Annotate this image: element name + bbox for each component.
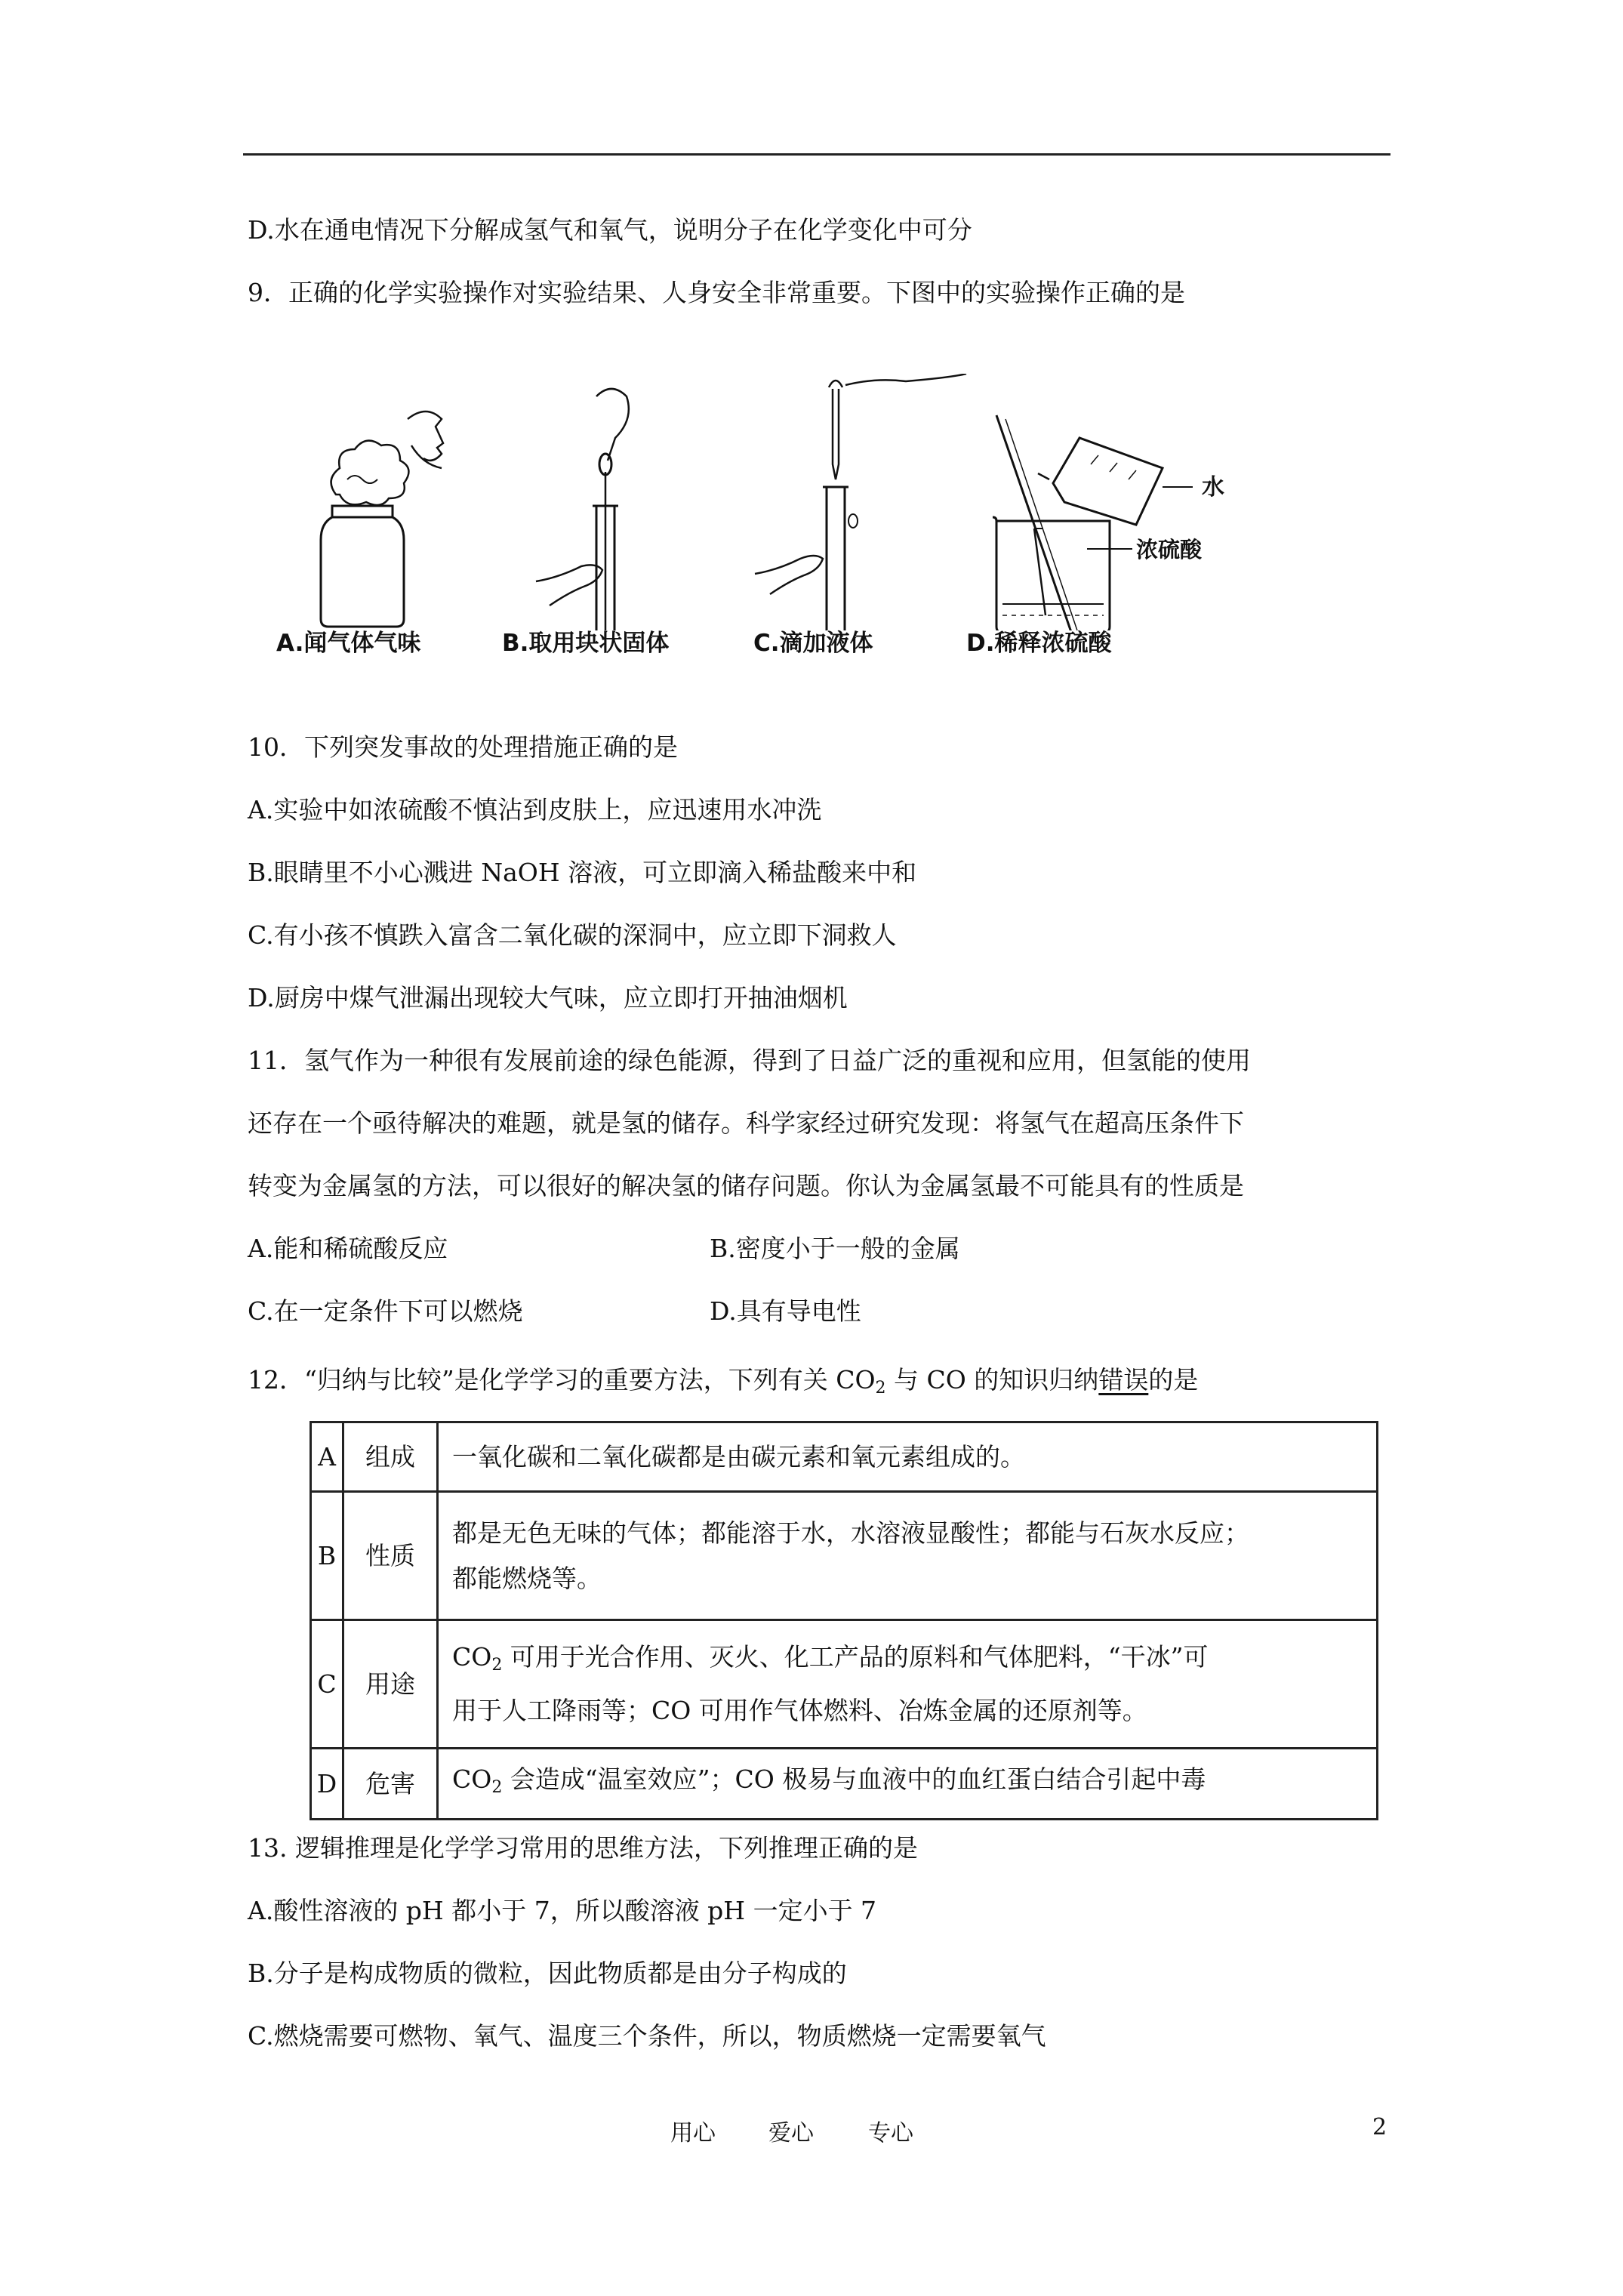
row-text-formula: CO	[452, 1642, 492, 1672]
row-key: A	[311, 1422, 343, 1492]
row-key: B	[311, 1492, 343, 1620]
q13-option-c: C.燃烧需要可燃物、氧气、温度三个条件，所以，物质燃烧一定需要氧气	[248, 2021, 1046, 2051]
q11-option-c: C.在一定条件下可以燃烧	[248, 1296, 523, 1326]
q12-stem-mid: 与 CO 的知识归纳	[885, 1365, 1099, 1395]
page-number: 2	[1372, 2114, 1387, 2140]
q11-option-a: A.能和稀硫酸反应	[248, 1234, 448, 1263]
label-water: 水	[1202, 474, 1224, 501]
q12-stem	[248, 1364, 1198, 1405]
q12-stem-sub: 2	[875, 1379, 886, 1398]
beaker-dilution-illustration	[993, 415, 1193, 630]
row-topic: 组成	[343, 1422, 438, 1492]
header-rule	[243, 153, 1390, 156]
row-text-formula: CO	[452, 1764, 492, 1794]
row-text-rest: 会造成“温室效应”；CO 极易与血液中的血红蛋白结合引起中毒	[502, 1764, 1206, 1794]
row-text-line1: 可用于光合作用、灭火、化工产品的原料和气体肥料，“干冰”可	[502, 1642, 1209, 1672]
caption-c: C.滴加液体	[753, 630, 873, 657]
q11-option-b: B.密度小于一般的金属	[710, 1234, 960, 1263]
row-text-line1: 都是无色无味的气体；都能溶于水，水溶液显酸性；都能与石灰水反应；	[452, 1518, 1249, 1548]
q10-option-d: D.厨房中煤气泄漏出现较大气味，应立即打开抽油烟机	[248, 983, 848, 1012]
footer-motto-3: 专心	[868, 2120, 913, 2147]
q8-option-d: D.水在通电情况下分解成氢气和氧气，说明分子在化学变化中可分	[248, 215, 972, 245]
row-topic: 性质	[343, 1492, 438, 1620]
table-row	[311, 1620, 1378, 1749]
gas-jar-illustration	[321, 411, 443, 627]
row-topic: 危害	[343, 1749, 438, 1820]
caption-a: A.闻气体气味	[276, 630, 421, 657]
footer-motto-1: 用心	[670, 2120, 716, 2147]
q13-option-b: B.分子是构成物质的微粒，因此物质都是由分子构成的	[248, 1959, 847, 1988]
q10-option-b: B.眼睛里不小心溅进 NaOH 溶液，可立即滴入稀盐酸来中和	[248, 858, 917, 887]
lab-operations-figure	[272, 374, 1283, 630]
row-key: C	[311, 1620, 343, 1749]
q11-stem-line2: 还存在一个亟待解决的难题，就是氢的储存。科学家经过研究发现：将氢气在超高压条件下	[248, 1108, 1244, 1138]
q11-stem-line3: 转变为金属氢的方法，可以很好的解决氢的储存问题。你认为金属氢最不可能具有的性质是	[248, 1171, 1244, 1200]
co2-co-comparison-table	[310, 1421, 1378, 1820]
dropper-test-tube-illustration	[755, 374, 966, 630]
caption-b: B.取用块状固体	[502, 630, 670, 657]
q12-stem-post: 的是	[1148, 1365, 1199, 1395]
row-text-line2: 都能燃烧等。	[452, 1563, 602, 1593]
q13-stem: 13. 逻辑推理是化学学习常用的思维方法，下列推理正确的是	[248, 1833, 918, 1863]
q9-stem: 9．正确的化学实验操作对实验结果、人身安全非常重要。下图中的实验操作正确的是	[248, 278, 1185, 307]
row-key: D	[311, 1749, 343, 1820]
row-text: 一氧化碳和二氧化碳都是由碳元素和氧元素组成的。	[438, 1422, 1378, 1492]
footer-motto-2: 爱心	[768, 2120, 814, 2147]
table-row	[311, 1422, 1378, 1492]
q11-stem-line1: 11．氢气作为一种很有发展前途的绿色能源，得到了日益广泛的重视和应用，但氢能的使用	[248, 1046, 1251, 1075]
q12-stem-emphasis: 错误	[1098, 1365, 1149, 1395]
row-text-formula-sub: 2	[491, 1656, 503, 1675]
q10-option-a: A.实验中如浓硫酸不慎沾到皮肤上，应迅速用水冲洗	[248, 795, 822, 824]
q10-stem: 10．下列突发事故的处理措施正确的是	[248, 732, 678, 762]
q10-option-c: C.有小孩不慎跌入富含二氧化碳的深洞中，应立即下洞救人	[248, 920, 897, 950]
row-text-formula-sub: 2	[491, 1778, 503, 1797]
row-topic: 用途	[343, 1620, 438, 1749]
label-concentrated-acid: 浓硫酸	[1136, 537, 1203, 562]
row-text-line2: 用于人工降雨等；CO 可用作气体燃料、冶炼金属的还原剂等。	[452, 1696, 1147, 1725]
q13-option-a: A.酸性溶液的 pH 都小于 7，所以酸溶液 pH 一定小于 7	[248, 1896, 877, 1925]
table-row	[311, 1492, 1378, 1620]
caption-d: D.稀释浓硫酸	[966, 630, 1112, 657]
row-text	[438, 1620, 1378, 1749]
q12-stem-pre: 12．“归纳与比较”是化学学习的重要方法，下列有关 CO	[248, 1365, 876, 1395]
q11-option-d: D.具有导电性	[710, 1296, 861, 1326]
test-tube-solid-illustration	[536, 389, 629, 630]
row-text	[438, 1492, 1378, 1620]
table-row	[311, 1749, 1378, 1820]
row-text	[438, 1749, 1378, 1820]
